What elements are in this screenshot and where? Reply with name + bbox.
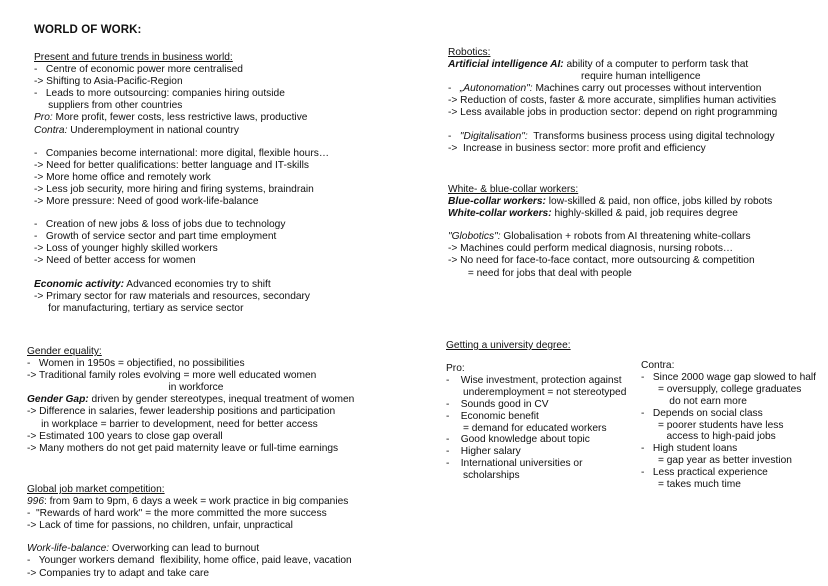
text-line: require human intelligence — [448, 71, 701, 83]
emphasis-term: Economic activity: — [34, 278, 125, 290]
emphasis-term: "Globotics": — [448, 231, 501, 243]
contra-list-item: access to high-paid jobs — [641, 431, 776, 443]
text-line — [448, 83, 777, 95]
text-line: -> Traditional family roles evolving = more well educated women — [27, 370, 317, 382]
line-gap — [27, 532, 352, 543]
pro-list-item: - Higher salary — [446, 446, 521, 458]
text-run: Globalisation + robots from AI threatening white-collars — [500, 231, 751, 243]
text-line: -> Need of better access for women — [34, 255, 196, 267]
pro-heading: Pro: — [446, 363, 465, 374]
line-gap — [34, 137, 329, 148]
contra-list-item: = takes much time — [641, 479, 741, 491]
line-gap — [448, 220, 772, 231]
pro-column — [446, 363, 626, 482]
text-run: low-skilled & paid, non office, jobs killed by robots — [545, 196, 773, 208]
text-line: -> Need for better qualifications: better language and IT-skills — [34, 159, 309, 171]
pro-list — [446, 375, 626, 482]
text-run: Machines carry out processes without intervention — [532, 83, 762, 95]
text-line: -> Machines could perform medical diagnosis, nursing robots… — [448, 243, 734, 255]
text-line: -> More pressure: Need of good work-life-balance — [34, 196, 259, 208]
contra-list-item: - Since 2000 wage gap slowed to half — [641, 371, 816, 383]
text-run: Overworking can lead to burnout — [109, 543, 260, 555]
line-gap — [34, 208, 329, 219]
text-line — [448, 131, 777, 143]
contra-list-item: - High student loans — [641, 443, 738, 455]
text-line: - Centre of economic power more centralised — [34, 64, 243, 76]
section-heading: Gender equality: — [27, 346, 102, 357]
text-run: Advanced economies try to shift — [124, 278, 271, 290]
text-line: - Women in 1950s = objectified, no possibilities — [27, 358, 245, 370]
text-run: ability of a computer to perform task that — [563, 59, 749, 71]
pro-list-item: - Sounds good in CV — [446, 398, 549, 410]
text-line: -> Estimated 100 years to close gap overall — [27, 430, 223, 442]
text-line: -> Lack of time for passions, no children, unfair, unpractical — [27, 520, 293, 532]
section-heading: Global job market competition: — [27, 484, 165, 495]
text-line: -> Primary sector for raw materials and resources, secondary — [34, 290, 311, 302]
emphasis-term: 996 — [27, 496, 44, 508]
text-line — [448, 231, 772, 243]
text-line — [448, 208, 772, 220]
section-heading: Present and future trends in business world: — [34, 52, 233, 63]
text-line: = need for jobs that deal with people — [448, 267, 632, 279]
text-line: - Creation of new jobs & loss of jobs due to technology — [34, 219, 286, 231]
contra-list-item: = poorer students have less — [641, 419, 784, 431]
text-line: -> Increase in business sector: more profit and efficiency — [448, 142, 706, 154]
text-line: - Growth of service sector and part time employment — [34, 231, 277, 243]
text-run: More profit, fewer costs, less restrictive laws, productive — [52, 112, 308, 124]
emphasis-term: Artificial intelligence AI: — [448, 59, 564, 71]
section-university-degree — [446, 340, 571, 352]
emphasis-term: White-collar workers: — [448, 208, 552, 220]
text-line — [34, 112, 329, 124]
contra-heading: Contra: — [641, 360, 675, 371]
text-line: - Companies become international: more digital, flexible hours… — [34, 147, 330, 159]
pro-list-item: - Economic benefit — [446, 410, 539, 422]
pro-list-item: - International universities or — [446, 458, 583, 470]
text-line: -> No need for face-to-face contact, more outsourcing & competition — [448, 255, 755, 267]
text-run: Transforms business process using digital technology — [527, 130, 775, 142]
emphasis-term: Contra: — [34, 124, 68, 136]
contra-list-item: - Depends on social class — [641, 407, 763, 419]
text-line — [34, 125, 329, 137]
text-line: in workforce — [27, 382, 224, 394]
text-line: suppliers from other countries — [34, 100, 183, 112]
section-robotics — [448, 47, 777, 155]
emphasis-term: „Autonomation": — [459, 83, 533, 95]
text-run: highly-skilled & paid, job requires degree — [551, 208, 738, 220]
text-line: for manufacturing, tertiary as service sector — [34, 302, 244, 314]
text-line: -> Less available jobs in production sector: depend on right programming — [448, 107, 778, 119]
text-line — [34, 279, 329, 291]
pro-list-item: - Wise investment, protection against — [446, 374, 622, 386]
pro-list-item: scholarships — [446, 470, 520, 482]
text-line: -> Loss of younger highly skilled workers — [34, 243, 218, 255]
text-line: -> Difference in salaries, fewer leadership positions and participation — [27, 406, 336, 418]
text-run: - — [448, 130, 460, 142]
contra-column — [641, 360, 816, 491]
text-line: -> Companies try to adapt and take care — [27, 567, 210, 579]
emphasis-term: Blue-collar workers: — [448, 196, 546, 208]
pro-list-item: = demand for educated workers — [446, 422, 607, 434]
emphasis-term: Pro: — [34, 112, 53, 124]
pro-list-item: underemployment = not stereotyped — [446, 386, 627, 398]
text-line — [27, 394, 354, 406]
text-line: - "Rewards of hard work" = the more committed the more success — [27, 508, 327, 520]
line-gap — [34, 268, 329, 279]
section-global-job-market — [27, 484, 352, 580]
section-present-future-trends — [34, 52, 329, 315]
section-heading: Robotics: — [448, 47, 491, 58]
text-line: in workplace = barrier to development, need for better access — [27, 418, 318, 430]
text-line: -> Shifting to Asia-Pacific-Region — [34, 76, 183, 88]
text-line: -> Less job security, more hiring and firing systems, braindrain — [34, 183, 314, 195]
contra-list-item: = oversupply, college graduates — [641, 383, 802, 395]
text-line: - Leads to more outsourcing: companies hiring outside — [34, 88, 285, 100]
text-line — [27, 496, 352, 508]
contra-list-item: - Less practical experience — [641, 467, 768, 479]
contra-list-item: do not earn more — [641, 395, 747, 407]
pro-list-item: - Good knowledge about topic — [446, 434, 590, 446]
emphasis-term: "Digitalisation": — [459, 130, 528, 142]
text-run: : from 9am to 9pm, 6 days a week = work practice in big companies — [44, 496, 349, 508]
line-gap — [448, 120, 777, 131]
section-heading: Getting a university degree: — [446, 340, 571, 351]
text-run: Underemployment in national country — [67, 124, 240, 136]
section-gender-equality — [27, 346, 354, 455]
contra-list-item: = gap year as better investion — [641, 455, 792, 467]
text-line: -> Many mothers do not get paid maternity leave or full-time earnings — [27, 442, 339, 454]
text-line: -> More home office and remotely work — [34, 171, 211, 183]
text-line: - Younger workers demand flexibility, home office, paid leave, vacation — [27, 555, 352, 567]
text-line — [448, 59, 777, 71]
emphasis-term: Work-life-balance: — [27, 543, 110, 555]
text-line — [448, 196, 772, 208]
text-line — [27, 543, 352, 555]
text-run: - — [448, 83, 460, 95]
emphasis-term: Gender Gap: — [27, 394, 89, 406]
section-white-blue-collar — [448, 184, 772, 280]
page-title: WORLD OF WORK: — [34, 24, 142, 36]
text-run: driven by gender stereotypes, inequal treatment of women — [88, 394, 355, 406]
text-line: -> Reduction of costs, faster & more accurate, simplifies human activities — [448, 95, 777, 107]
contra-list — [641, 372, 816, 491]
section-heading: White- & blue-collar workers: — [448, 184, 579, 195]
